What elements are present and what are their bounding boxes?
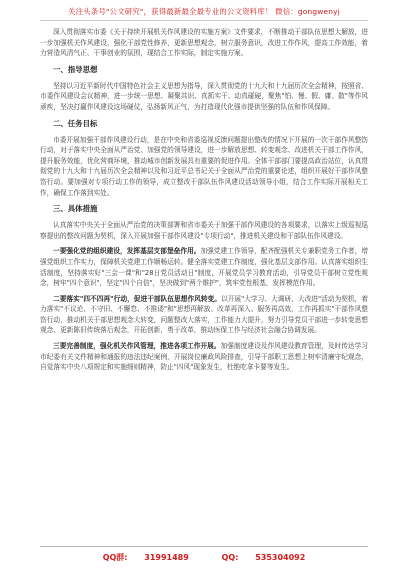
footer-qq-group: QQ群: 31991489	[102, 553, 189, 562]
footer-contact	[0, 552, 408, 563]
section-title-measures: 三、具体措施	[53, 204, 98, 214]
section-body-guiding: 坚持以习近平新时代中国特色社会主义思想为指导，深入贯彻党的十九大和十九届历次全会精神，按照省、市委作风建设会议精神，进一步统一思想、凝聚共识、真抓实干、动真碰硬，聚焦"怕、慢、假、庸、散"等作风顽疾，坚决打赢作风建设这场硬仗，弘扬新风正气，为打造现代化强市提供坚强的队伍和作风保障。	[40, 81, 368, 111]
section-title-goals: 二、任务目标	[53, 118, 98, 128]
measure-3-lead: 三要完善制度，强化机关作风管理，推进各项工作开展。	[53, 342, 221, 351]
measure-3-paragraph	[40, 341, 368, 373]
section-body-measures: 认真落实中央关于全面从严治党的决策部署和省市委关于加强干部作风建设的各项要求，以落实上级巡视巡察提出的整改问题为契机，深入开展加强干部作风建设"专项行动"，推进机关建设和干部队伍作风建设。	[40, 221, 368, 240]
measure-2-lead: 二要落实"四不四再"行动，促进干部队伍思想作风转变。	[53, 294, 221, 303]
header-divider	[40, 20, 368, 21]
measure-1-lead: 一要强化党的组织建设，发挥基层支部堡垒作用。	[53, 247, 201, 256]
document-body	[40, 27, 368, 378]
section-title-guiding: 一、指导思想	[53, 64, 98, 74]
measure-2-text: 以开展"大学习、大调研、大改进"活动为契机，着力落实"不议论、不守旧、不懈怠、不推诿"和"思想再解放、改革再深入、服务再高效、工作再抓实"干部作风整饬行动，推动机关干部思想观念大转变，问题整改大落实，工作能力大提升，努力引导党员干部进一步转变思想观念、更新陈旧传统落后观念，开拓创新，勇于改革，推动医保工作与经济社会融合协调发展。	[40, 294, 369, 335]
footer-divider	[40, 546, 368, 547]
footer-qq: QQ: 535304092	[221, 553, 306, 562]
measure-1-text: 加强党建工作领导，配齐配强机关专兼职党务工作者，增强党组织工作实力，保障机关党建工作顺畅运转。健全落实党建工作制度，强化基层支部作用。认真落实组织生活制度，坚持落实好"三会一课"和"28日党员活动日"制度，开展党员学习教育活动，引导党员干部树立党性观念，树牢"四个意识"，坚定"四个自信"，坚决做到"两个维护"，筑牢党性根基，发挥模范作用。	[40, 247, 368, 288]
section-body-goals: 市委开展加强干部作风建设行动，是在中央和省委巡视反馈问题提出整改的情况下开展的一次干部作风整饬行动，对于落实中央全面从严治党、加强党的领导建设，进一步解放思想、转变观念、改进机关干部工作作风，提升服务效能，优化营商环境，推动城市创新发展具有重要的促进作用。全体干部部门要提高政治站位，认真贯彻党的十九大和十九届历次全会精神以及和习近平总书记关于全面从严治党的重要论述，组织开展好干部作风整饬行动。要加强对专项行动工作的领导，成立整改干部队伍作风建设活动领导小组，结合工作实际开展相关工作，确保工作落到实处。	[40, 135, 368, 197]
measure-2-paragraph	[40, 294, 368, 336]
measure-1-paragraph	[40, 246, 368, 288]
header-banner: 关注头条号"公文研究"，获得最新最全最专业的公文资料库！ 微信：gongwenyj	[68, 7, 340, 16]
measure-3-text: 加强制度建设及作风建设教育管理，及时传达学习市纪委有关文件精神和通报的违法违纪案例，开展岗位廉政风险排查，引导干部职工思想上树牢清廉守纪观念，自觉落实中央八项规定和实施细则精神，防止"四风"现象发生，杜绝吃拿卡要等发生。	[40, 342, 368, 372]
intro-paragraph: 深入贯彻落实市委《关于持续开展机关作风建设的实施方案》文件要求，不断推动干部队伍思想大解放，进一步加强机关作风建设，强化干部党性修养，更新思想观念，树立服务意识，改进工作作风，提高工作效能，着力营造风清气正、干事创业的氛围，现结合工作实际，制定实施方案。	[40, 28, 368, 58]
